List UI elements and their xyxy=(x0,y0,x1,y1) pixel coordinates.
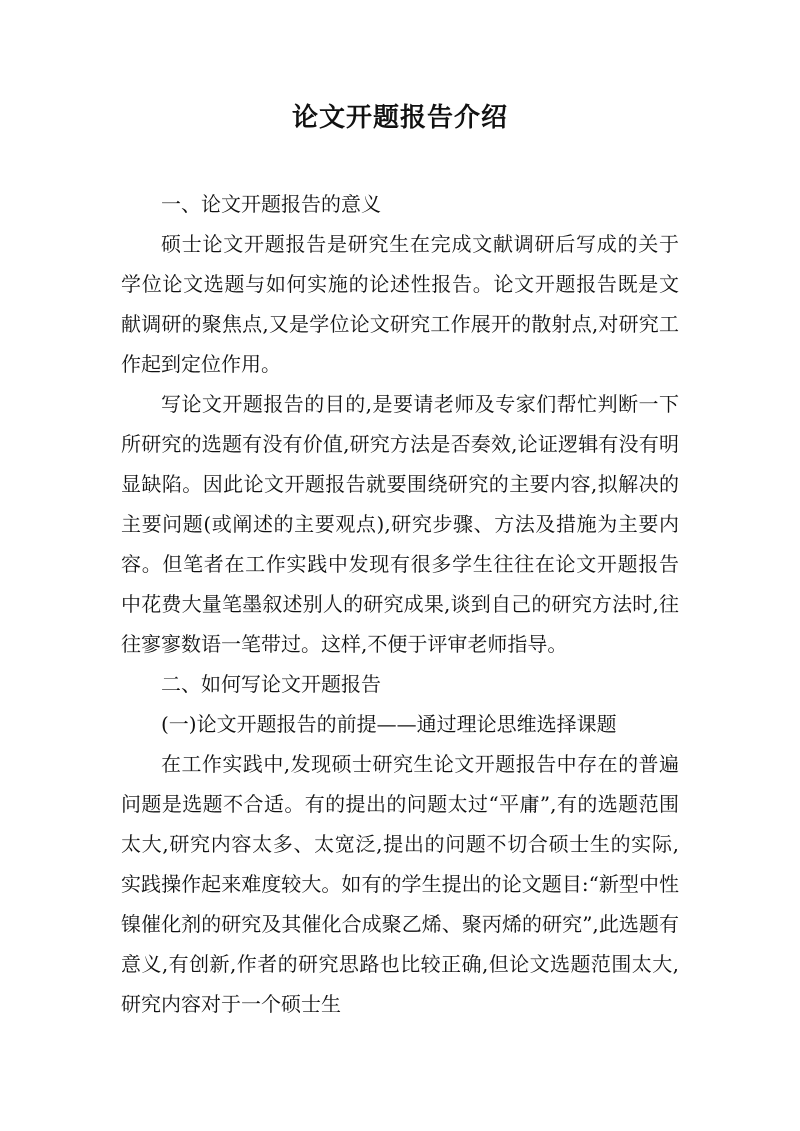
subsection-heading-1: (一)论文开题报告的前提——通过理论思维选择课题 xyxy=(161,712,617,736)
paragraph-1: 硕士论文开题报告是研究生在完成文献调研后写成的关于学位论文选题与如何实施的论述性报告。论文开题报告既是文献调研的聚焦点,又是学位论文研究工作展开的散射点,对研究工作起到定位作用。 xyxy=(121,232,679,376)
section-heading-2: 二、如何写论文开题报告 xyxy=(161,672,381,696)
section-heading-1: 一、论文开题报告的意义 xyxy=(161,192,381,216)
paragraph-3: 在工作实践中,发现硕士研究生论文开题报告中存在的普遍问题是选题不合适。有的提出的问题太过“平庸”,有的选题范围太大,研究内容太多、太宽泛,提出的问题不切合硕士生的实际,实践操作起来难度较大。如有的学生提出的论文题目:“新型中性镍催化剂的研究及其催化合成聚乙烯、聚丙烯的研究”,此选题有意义,有创新,作者的研究思路也比较正确,但论文选题范围太大,研究内容对于一个硕士生 xyxy=(121,752,679,1016)
document-title: 论文开题报告介绍 xyxy=(291,103,508,133)
document-body xyxy=(121,184,679,1024)
paragraph-2: 写论文开题报告的目的,是要请老师及专家们帮忙判断一下所研究的选题有没有价值,研究方法是否奏效,论证逻辑有没有明显缺陷。因此论文开题报告就要围绕研究的主要内容,拟解决的主要问题(或阐述的主要观点),研究步骤、方法及措施为主要内容。但笔者在工作实践中发现有很多学生往往在论文开题报告中花费大量笔墨叙述别人的研究成果,谈到自己的研究方法时,往往寥寥数语一笔带过。这样,不便于评审老师指导。 xyxy=(121,392,679,656)
